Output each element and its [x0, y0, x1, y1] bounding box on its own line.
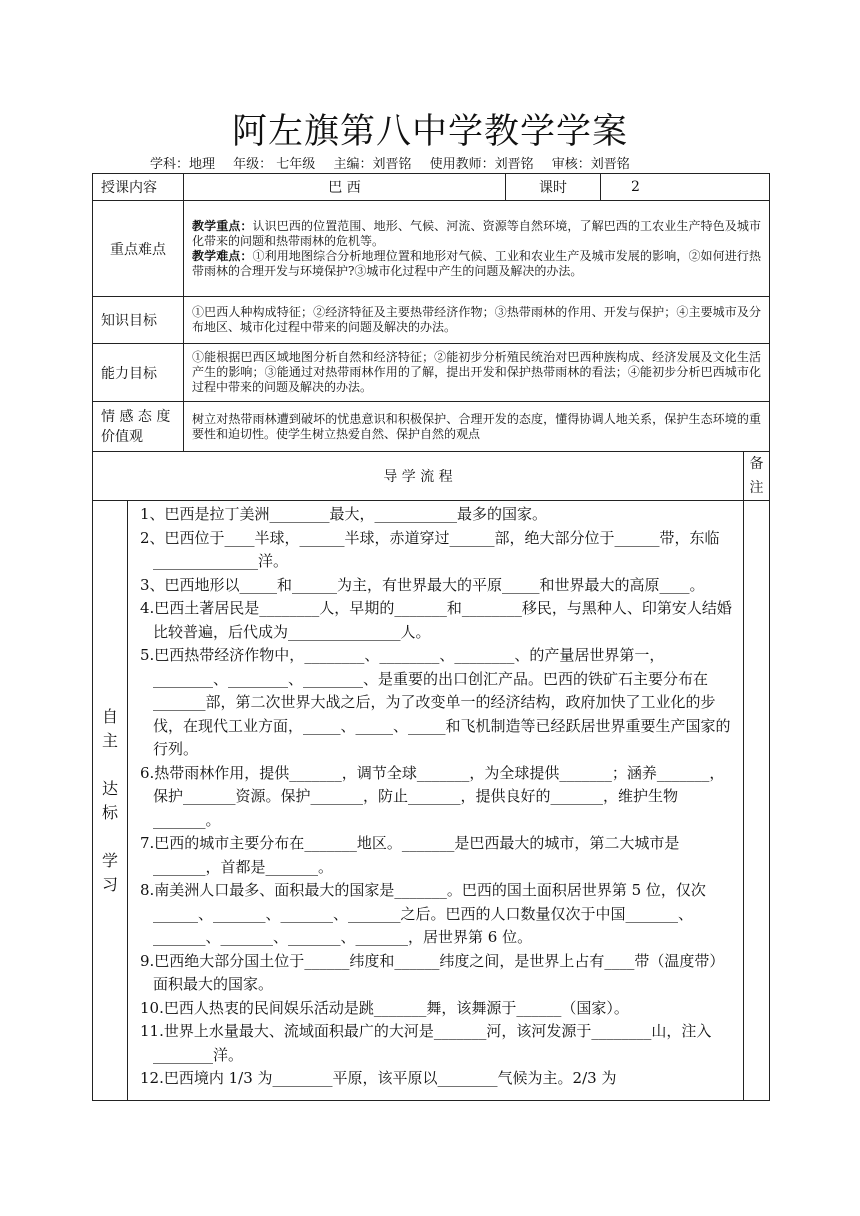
question-item: 9.巴西绝大部分国土位于______纬度和______纬度之间，是世界上占有____带（温度带）面积最大的国家。 [140, 951, 725, 993]
section-char: 标 [101, 802, 118, 822]
emotion-label-2: 价值观 [101, 428, 143, 445]
question-item: 4.巴西土著居民是________人，早期的_______和________移民，与黑种人、印第安人结婚比较普遍，后代成为_______________人。 [140, 599, 732, 641]
flow-label: 导 学 流 程 [93, 452, 744, 501]
focus-text: 认识巴西的位置范围、地形、气候、河流、资源等自然环境，了解巴西的工农业生产特色及城市化带来的问题和热带雨林的危机等。 [192, 218, 761, 248]
keypoints-content [184, 201, 770, 297]
section-char: 达 [101, 778, 118, 798]
row-knowledge [93, 297, 770, 344]
keypoints-label: 重点难点 [93, 201, 184, 297]
question-item: 1、巴西是拉丁美洲________最大，___________最多的国家。 [140, 505, 548, 523]
question-item: 6.热带雨林作用，提供_______，调节全球_______，为全球提供_______；涵养_______，保护_______资源。保护_______，防止_______，提供良好的_______，维护生物_______。 [140, 763, 725, 829]
ability-label: 能力目标 [93, 344, 184, 402]
note-label-2: 注 [749, 480, 764, 496]
difficulty-label: 教学难点： [192, 248, 253, 263]
question-item: 8.南美洲人口最多、面积最大的国家是_______。巴西的国土面积居世界第 5 位，仅次______、_______、_______、_______之后。巴西的人口数量仅次于中国_______、_______、_______、_______、_______，居世界第 6 位。 [140, 881, 706, 946]
knowledge-label: 知识目标 [93, 297, 184, 344]
row-flow-header [93, 452, 770, 501]
hours-value: 2 [601, 174, 770, 201]
question-item: 5.巴西热带经济作物中，________、________、________、的产量居世界第一，________、________、________、是重要的出口创汇产品。巴西的铁矿石主要分布在_______部，第二次世界大战之后，为了改变单一的经济结构，政府加快了工业化的步伐，在现代工业方面，_____、_____、_____和飞机制造等已经跃居世界重要生产国家的行列。 [140, 646, 731, 758]
emotion-text: 树立对热带雨林遭到破坏的忧患意识和积极保护、合理开发的态度，懂得协调人地关系，保护生态环境的重要性和迫切性。使学生树立热爱自然、保护自然的观点 [184, 402, 770, 452]
section-char: 自 [101, 706, 118, 726]
ability-text: ①能根据巴西区域地图分析自然和经济特征；②能初步分析殖民统治对巴西种族构成、经济发展及文化生活产生的影响；③能通过对热带雨林作用的了解，提出开发和保护热带雨林的看法；④能初步分析巴西城市化过程中带来的问题及解决的办法。 [184, 344, 770, 402]
question-item: 11.世界上水量最大、流域面积最广的大河是_______河，该河发源于________山，注入________洋。 [140, 1022, 712, 1064]
section-char: 学 [101, 850, 118, 870]
section-char: 主 [101, 730, 118, 750]
topic-content: 巴 西 [184, 174, 506, 201]
topic-label: 授课内容 [93, 174, 184, 201]
row-self-study [93, 501, 770, 1101]
question-item: 2、巴西位于____半球，______半球，赤道穿过______部，绝大部分位于______带，东临______________洋。 [140, 528, 720, 570]
question-item: 3、巴西地形以_____和______为主，有世界最大的平原_____和世界最大的高原____。 [140, 575, 705, 594]
note-label-1: 备 [749, 456, 764, 472]
note-label [744, 452, 770, 501]
meta-subject: 学科：地理 [150, 157, 216, 172]
knowledge-text: ①巴西人种构成特征；②经济特征及主要热带经济作物；③热带雨林的作用、开发与保护；④主要城市及分布地区、城市化过程中带来的问题及解决的办法。 [184, 297, 770, 344]
meta-editor: 主编：刘晋铭 [333, 157, 412, 172]
row-topic [93, 174, 770, 201]
focus-label: 教学重点： [192, 218, 253, 233]
page-title: 阿左旗第八中学教学学案 [231, 112, 628, 152]
row-emotion [93, 402, 770, 452]
question-item: 7.巴西的城市主要分布在_______地区。_______是巴西最大的城市，第二大城市是_______，首都是_______。 [140, 834, 680, 876]
question-item: 12.巴西境内 1/3 为________平原，该平原以________气候为主。2/3 为 [140, 1069, 617, 1087]
section-label [93, 501, 128, 1101]
row-ability [93, 344, 770, 402]
hours-label: 课时 [506, 174, 601, 201]
row-keypoints [93, 201, 770, 297]
course-meta [150, 153, 644, 172]
section-char: 习 [101, 874, 118, 894]
question-item: 10.巴西人热衷的民间娱乐活动是跳_______舞，该舞源于______（国家）。 [140, 998, 629, 1017]
difficulty-text: ①利用地图综合分析地理位置和地形对气候、工业和农业生产及城市发展的影响，②如何进行热带雨林的合理开发与环境保护?③城市化过程中产生的问题及解决的办法。 [192, 248, 761, 278]
emotion-label [93, 402, 184, 452]
note-column [744, 501, 770, 1101]
meta-grade: 年级： 七年级 [233, 157, 316, 172]
meta-teacher: 使用教师：刘晋铭 [429, 157, 534, 172]
emotion-label-1: 情 感 态 度 [101, 408, 171, 425]
meta-reviewer: 审核：刘晋铭 [551, 157, 630, 172]
lesson-plan-table [92, 173, 770, 1101]
questions-cell [128, 501, 744, 1101]
